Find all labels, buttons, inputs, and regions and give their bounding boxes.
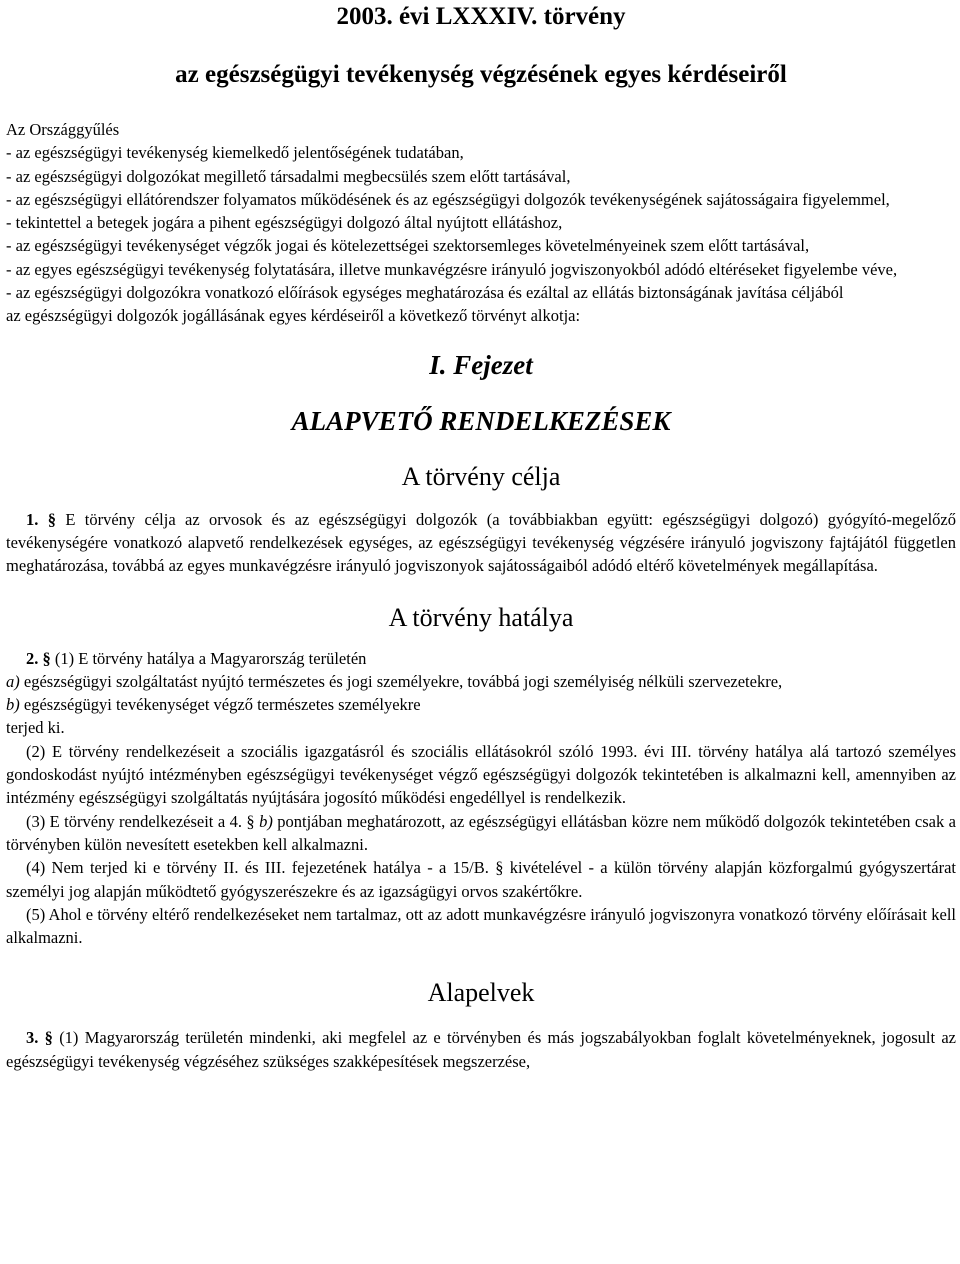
section-number: 2. xyxy=(26,648,39,668)
section-heading-principles: Alapelvek xyxy=(427,978,535,1008)
section-symbol: § xyxy=(47,509,56,529)
paragraph-text: (1) E törvény hatálya a Magyarország területén xyxy=(54,648,367,668)
paragraph-2-1-intro xyxy=(6,647,956,670)
section-symbol: § xyxy=(246,811,255,831)
paragraph-text: (1) Magyarország területén mindenki, aki megfelel az e törvényben és más jogszabályokban foglalt követelményeknek, jogosult az egészségügyi tevékenység végzéséhez szükséges szakképesítések megszerzése, xyxy=(6,1028,957,1071)
preamble-item: - az egészségügyi tevékenységet végzők jogai és kötelezettségei szektorsemleges követelményeinek szem előtt tartásával, xyxy=(6,236,810,256)
paragraph-2-3 xyxy=(6,810,956,857)
paragraph-2-1-end: terjed ki. xyxy=(6,718,65,738)
preamble-item: - az egészségügyi dolgozókat megillető társadalmi megbecsülés szem előtt tartásával, xyxy=(6,166,571,186)
paragraph-1 xyxy=(6,508,956,578)
paragraph-2-5: (5) Ahol e törvény eltérő rendelkezéseket nem tartalmaz, ott az adott munkavégzésre irányuló jogviszonyra vonatkozó törvény előírásait kell alkalmazni. xyxy=(6,904,956,948)
point-text: egészségügyi tevékenységet végző természetes személyekre xyxy=(23,695,421,715)
paragraph-text: (3) E törvény rendelkezéseit a 4. xyxy=(26,811,242,831)
preamble-item: - az egészségügyi ellátórendszer folyamatos működésének és az egészségügyi dolgozók tevékenységének sajátosságaira figyelemmel, xyxy=(6,189,890,209)
point-marker: a) xyxy=(6,671,20,691)
preamble-item: - az egyes egészségügyi tevékenység folytatására, illetve munkavégzésre irányuló jogviszonyokból adódó eltéréseket figyelembe véve, xyxy=(6,259,898,279)
document-title: 2003. évi LXXXIV. törvény xyxy=(336,3,626,30)
point-marker: b) xyxy=(259,811,273,831)
point-b xyxy=(6,693,956,716)
point-marker: b) xyxy=(6,695,20,715)
section-symbol: § xyxy=(44,1028,53,1048)
paragraph-3-1 xyxy=(6,1026,956,1073)
section-symbol: § xyxy=(42,648,51,668)
paragraph-text: pontjában meghatározott, az egészségügyi ellátásban közre nem működő dolgozók tekintetében csak a törvényben külön nevesített esetekben kell alkalmazni. xyxy=(6,811,957,854)
chapter-title: ALAPVETŐ RENDELKEZÉSEK xyxy=(291,405,671,436)
preamble-item: - az egészségügyi dolgozókra vonatkozó előírások egységes meghatározása és ezáltal az ellátás biztonságának javítása céljából xyxy=(6,283,844,303)
preamble-closing: az egészségügyi dolgozók jogállásának egyes kérdéseiről a következő törvényt alkotja: xyxy=(6,306,581,326)
section-number: 3. xyxy=(26,1028,39,1048)
section-number: 1. xyxy=(26,509,39,529)
section-heading-purpose: A törvény célja xyxy=(401,461,561,491)
point-text: egészségügyi szolgáltatást nyújtó természetes és jogi személyekre, továbbá jogi személyiség nélküli szervezetekre, xyxy=(23,671,783,691)
preamble-item: - az egészségügyi tevékenység kiemelkedő jelentőségének tudatában, xyxy=(6,143,464,163)
preamble-opening: Az Országgyűlés xyxy=(6,120,120,139)
paragraph-2-4: (4) Nem terjed ki e törvény II. és III. fejezetének hatálya - a 15/B. § kivételével - a külön törvény alapján közforgalmú gyógyszertárat személyi jog alapján működtető gyógyszerészekre és az igazságügyi orvos szakértőkre. xyxy=(6,858,956,901)
section-heading-scope: A törvény hatálya xyxy=(388,602,574,632)
chapter-number: I. Fejezet xyxy=(429,349,533,380)
preamble xyxy=(6,118,956,328)
paragraph-text: E törvény célja az orvosok és az egészségügyi dolgozók (a továbbiakban együtt: egészségügyi dolgozó) gyógyító-megelőző tevékenységére vonatkozó alapvető rendelkezések egységes, az egészségügyi tevékenység végzésére irányuló jogviszony fajtájától független meghatározása, továbbá az egyes munkavégzésre irányuló jogviszonyok sajátosságaiból adódó eltérő követelmények megállapítása. xyxy=(6,509,956,576)
paragraph-2-2: (2) E törvény rendelkezéseit a szociális igazgatásról és szociális ellátásokról szóló 1993. évi III. törvény hatálya alá tartozó személyes gondoskodást nyújtó intézményben egészségügyi tevékenységet végző egészségügyi dolgozók tekintetében is alkalmazni kell, amennyiben az intézmény egészségügyi szolgáltatás nyújtására jogosító működési engedéllyel is rendelkezik. xyxy=(6,741,956,808)
document-subtitle: az egészségügyi tevékenység végzésének egyes kérdéseiről xyxy=(175,61,787,88)
point-a xyxy=(6,670,956,693)
preamble-item: - tekintettel a betegek jogára a pihent egészségügyi dolgozó által nyújtott ellátáshoz, xyxy=(6,213,563,233)
